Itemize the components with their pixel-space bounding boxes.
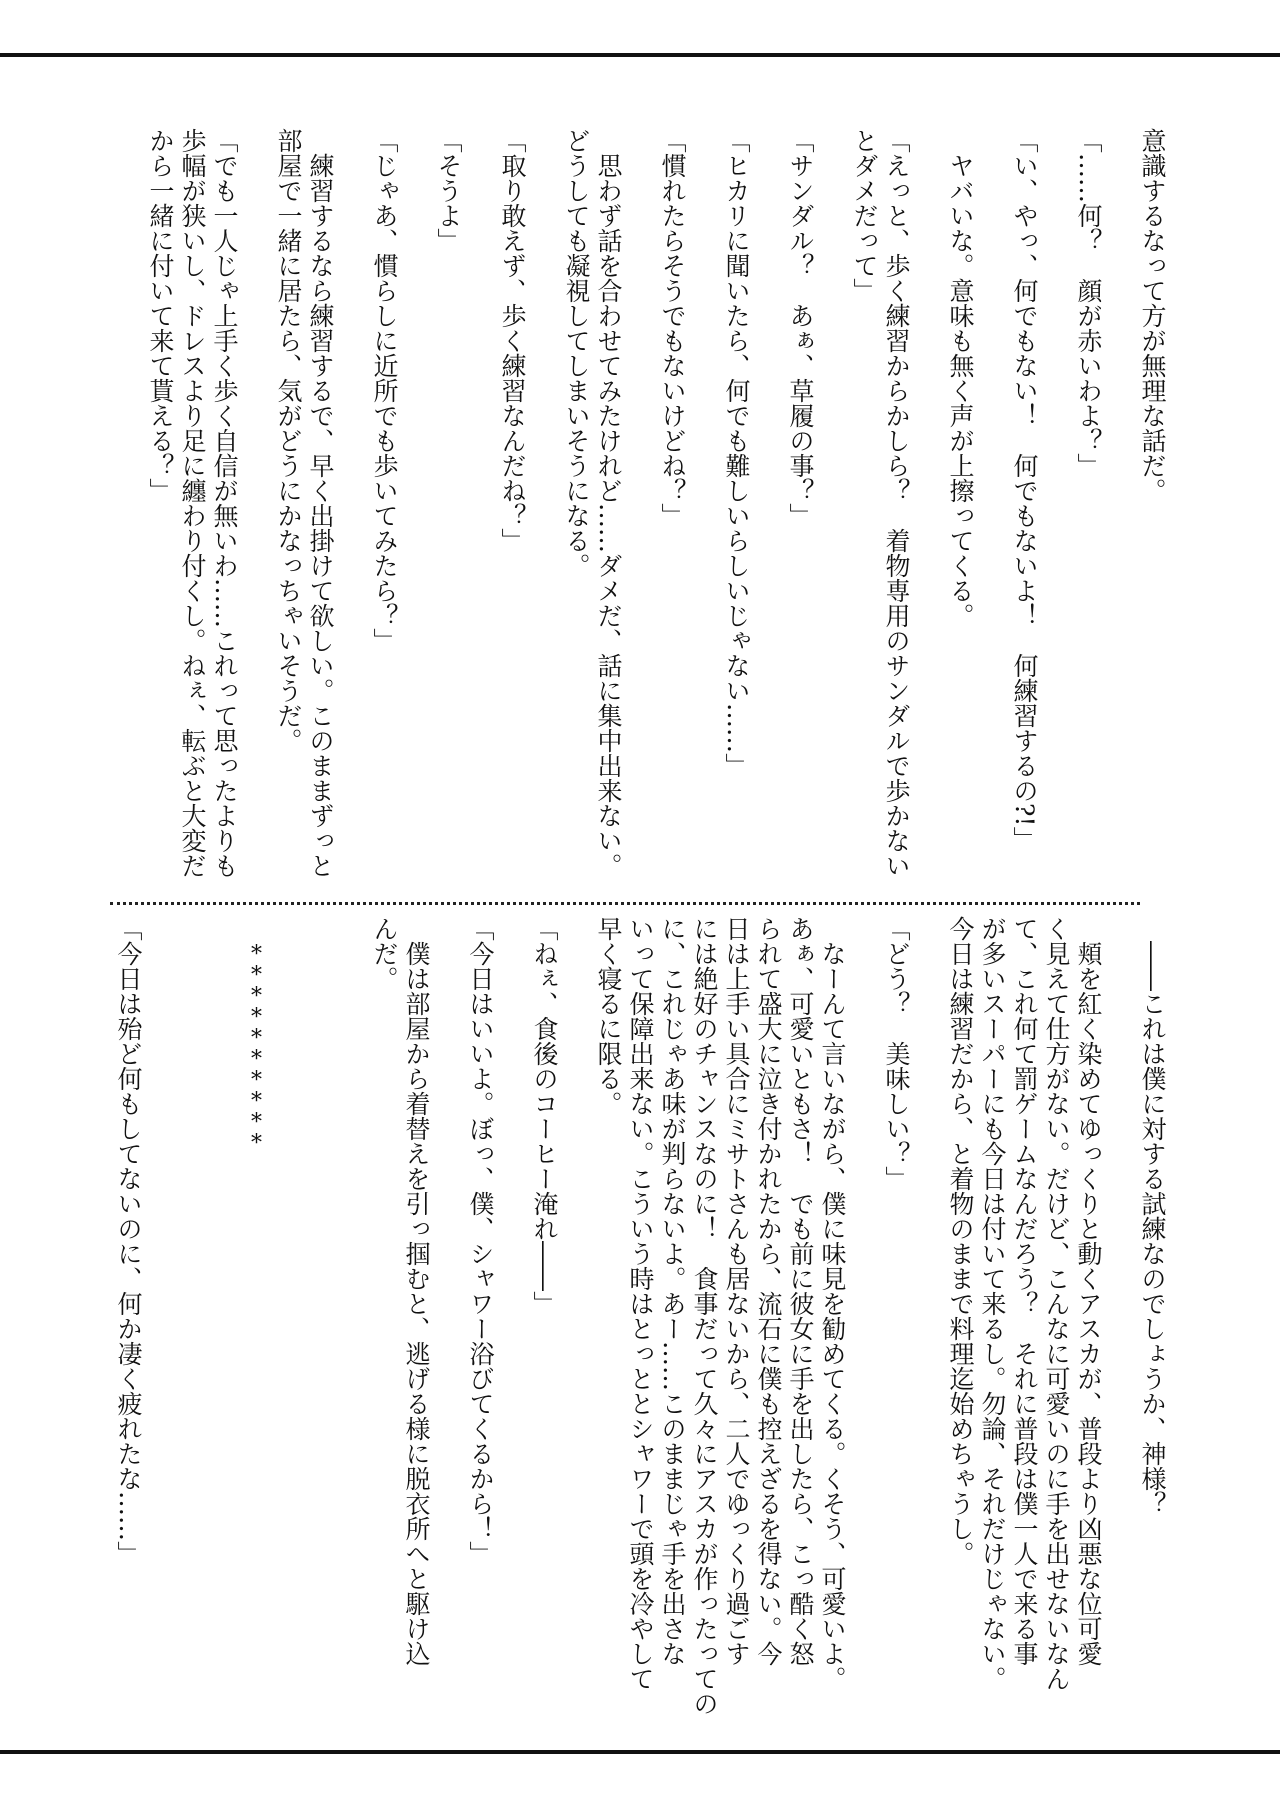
paragraph-spacer	[560, 916, 592, 1716]
paragraph-spacer	[400, 128, 432, 888]
paragraph	[1008, 128, 1040, 888]
paragraph	[528, 916, 560, 1716]
paragraph-spacer	[976, 128, 1008, 888]
text-line: から一緒に付いて来て貰える？」	[146, 128, 175, 503]
paragraph-spacer	[816, 128, 848, 888]
paragraph	[880, 916, 912, 1716]
text-line: には絶好のチャンスなのに！ 食事だって久々にアスカが作ったっての	[690, 916, 719, 1716]
text-line: く見えて仕方がない。だけど、こんなに可愛いのに手を出せないなん	[1042, 916, 1071, 1691]
paragraph	[656, 128, 688, 888]
paragraph-spacer	[528, 128, 560, 888]
paragraph	[1136, 128, 1168, 888]
paragraph	[1136, 916, 1168, 1716]
paragraph-spacer	[496, 916, 528, 1716]
text-line: 今日は練習だから、と着物のままで料理迄始めちゃうし。	[946, 916, 975, 1566]
paragraph-spacer	[848, 916, 880, 1716]
text-line: が多いスーパーにも今日は付いて来るし。勿論、それだけじゃない。	[978, 916, 1007, 1691]
paragraph-spacer	[1040, 128, 1072, 888]
paragraph	[720, 128, 752, 888]
text-line: 「サンダル？ あぁ、草履の事？」	[786, 128, 815, 528]
paragraph-spacer	[752, 128, 784, 888]
text-line: なーんて言いながら、僕に味見を勧めてくる。くそう、可愛いよ。	[818, 941, 847, 1691]
text-line: あぁ、可愛いともさ！ でも前に彼女に手を出したら、こっ酷く怒	[786, 916, 815, 1666]
text-line: 「ねぇ、食後のコーヒー淹れ――」	[530, 916, 559, 1316]
text-line: 「ヒカリに聞いたら、何でも難しいらしいじゃない……」	[722, 128, 751, 778]
text-line: ――これは僕に対する試練なのでしょうか、神様？	[1138, 941, 1167, 1516]
paragraph-spacer	[336, 916, 368, 1716]
paragraph	[592, 916, 848, 1716]
upper-text-section	[144, 128, 1168, 888]
text-line: ヤバいな。意味も無く声が上擦ってくる。	[946, 153, 975, 628]
text-line: 練習するなら練習するで、早く出掛けて欲しい。このままずっと	[306, 153, 335, 878]
text-line: 歩幅が狭いし、ドレスより足に纏わり付くし。ねぇ、転ぶと大変だ	[178, 128, 207, 878]
text-line: とダメだって」	[850, 128, 879, 303]
paragraph	[368, 916, 432, 1716]
text-line: 「じゃあ、慣らしに近所でも歩いてみたら？」	[370, 128, 399, 653]
text-line: られて盛大に泣き付かれたから、流石に僕も控えざるを得ない。今	[754, 916, 783, 1666]
paragraph	[432, 128, 464, 888]
text-line: どうしても凝視してしまいそうになる。	[562, 128, 591, 578]
paragraph	[272, 128, 336, 888]
paragraph	[368, 128, 400, 888]
paragraph-spacer	[336, 128, 368, 888]
paragraph-spacer	[464, 128, 496, 888]
paragraph	[496, 128, 528, 888]
text-line: 「……何？ 顔が赤いわよ？」	[1074, 128, 1103, 478]
text-line: 「えっと、歩く練習からかしら？ 着物専用のサンダルで歩かない	[882, 128, 911, 878]
text-line: 意識するなって方が無理な話だ。	[1138, 128, 1167, 503]
text-line: 「そうよ」	[434, 128, 463, 253]
text-line: 部屋で一緒に居たら、気がどうにかなっちゃいそうだ。	[274, 128, 303, 753]
top-border-rule	[0, 53, 1280, 57]
paragraph	[112, 916, 144, 1716]
paragraph-spacer	[688, 128, 720, 888]
section-divider-dotted	[110, 902, 1140, 905]
paragraph-spacer	[144, 916, 176, 1716]
paragraph	[464, 916, 496, 1716]
text-line: いって保障出来ない。こういう時はとっととシャワーで頭を冷やして	[626, 916, 655, 1691]
paragraph	[144, 128, 240, 888]
text-line: 「今日はいいよ。ぼっ、僕、シャワー浴びてくるから！」	[466, 916, 495, 1566]
text-line: 「取り敢えず、歩く練習なんだね？」	[498, 128, 527, 553]
text-line: に、これじゃあ味が判らないよ。あー……このままじゃ手を出さな	[658, 916, 687, 1666]
text-line: んだ。	[370, 916, 399, 991]
paragraph-spacer	[1104, 916, 1136, 1716]
text-line: 頬を紅く染めてゆっくりと動くアスカが、普段より凶悪な位可愛	[1074, 941, 1103, 1666]
scene-break	[240, 916, 272, 1716]
bottom-border-rule	[0, 1750, 1280, 1754]
paragraph	[944, 128, 976, 888]
paragraph	[848, 128, 912, 888]
paragraph-spacer	[912, 916, 944, 1716]
paragraph	[560, 128, 624, 888]
text-line: て、これ何て罰ゲームなんだろう？ それに普段は僕一人で来る事	[1010, 916, 1039, 1666]
text-line: 「い、やっ、何でもない！ 何でもないよ！ 何練習するの?!」	[1010, 128, 1039, 852]
paragraph-spacer	[624, 128, 656, 888]
paragraph	[1072, 128, 1104, 888]
text-line: 日は上手い具合にミサトさんも居ないから、二人でゆっくり過ごす	[722, 916, 751, 1666]
text-line: 「でも一人じゃ上手く歩く自信が無いわ……これって思ったよりも	[210, 128, 239, 878]
paragraph-spacer	[912, 128, 944, 888]
text-line: 「どう？ 美味しい？」	[882, 916, 911, 1191]
paragraph-spacer	[432, 916, 464, 1716]
text-line: 僕は部屋から着替えを引っ掴むと、逃げる様に脱衣所へと駆け込	[402, 941, 431, 1666]
paragraph-spacer	[240, 128, 272, 888]
scene-break-asterisks: **********	[244, 942, 269, 1153]
lower-text-section	[112, 916, 1168, 1716]
paragraph-spacer	[1104, 128, 1136, 888]
text-line: 「慣れたらそうでもないけどね？」	[658, 128, 687, 528]
text-line: 思わず話を合わせてみたけれど……ダメだ、話に集中出来ない。	[594, 153, 623, 878]
paragraph	[784, 128, 816, 888]
text-line: 早く寝るに限る。	[594, 916, 623, 1116]
text-line: 「今日は殆ど何もしてないのに、何か凄く疲れたな……」	[114, 916, 143, 1566]
paragraph	[944, 916, 1104, 1716]
